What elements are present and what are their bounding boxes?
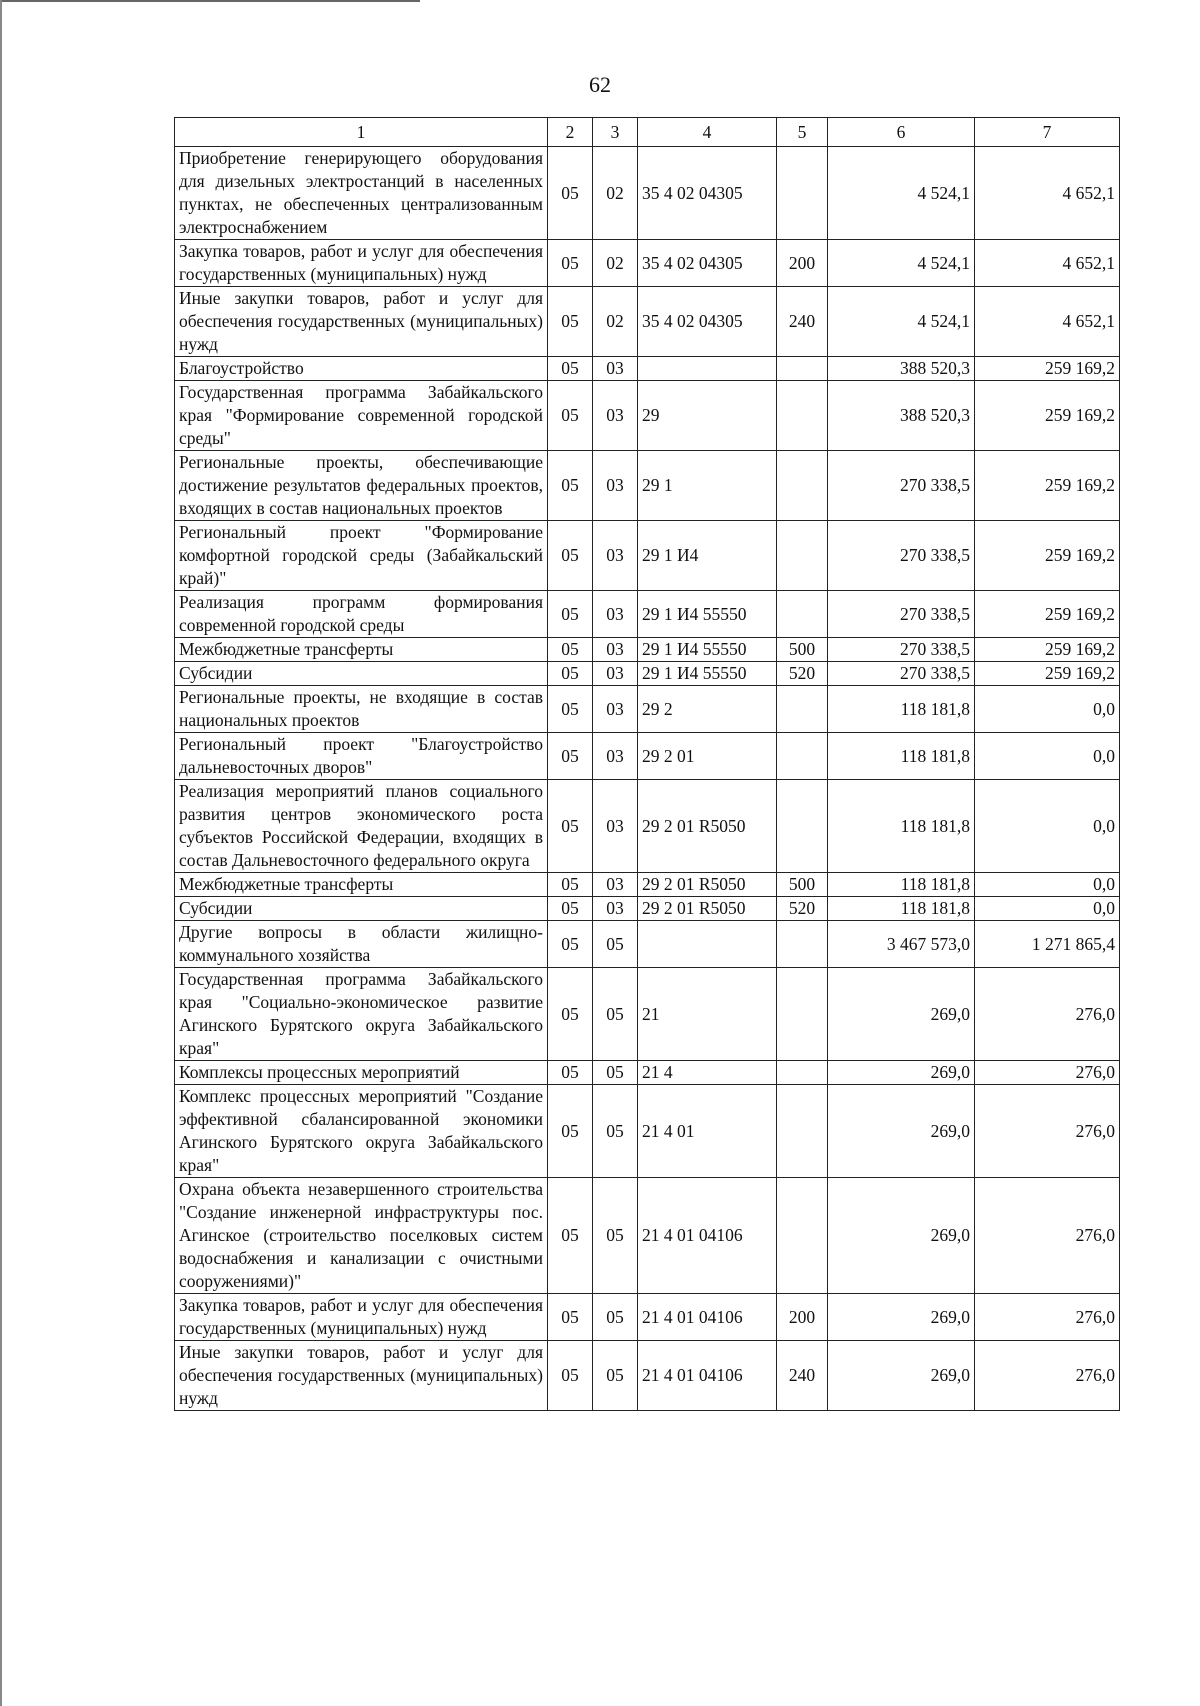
subsection-code: 05 bbox=[593, 921, 638, 968]
expense-type-code bbox=[777, 968, 828, 1061]
row-name: Субсидии bbox=[175, 662, 548, 686]
table-row bbox=[175, 591, 1120, 638]
target-article-code: 21 4 01 04106 bbox=[638, 1294, 777, 1341]
section-code: 05 bbox=[548, 521, 593, 591]
section-code: 05 bbox=[548, 733, 593, 780]
table-row bbox=[175, 968, 1120, 1061]
scan-left-edge bbox=[0, 0, 2, 1706]
table-row bbox=[175, 638, 1120, 662]
subsection-code: 03 bbox=[593, 686, 638, 733]
amount-col-6: 388 520,3 bbox=[828, 357, 975, 381]
budget-table bbox=[174, 117, 1120, 1411]
expense-type-code: 200 bbox=[777, 240, 828, 287]
amount-col-6: 270 338,5 bbox=[828, 638, 975, 662]
subsection-code: 03 bbox=[593, 521, 638, 591]
section-code: 05 bbox=[548, 1294, 593, 1341]
amount-col-7: 4 652,1 bbox=[975, 287, 1120, 357]
amount-col-7: 259 169,2 bbox=[975, 451, 1120, 521]
section-code: 05 bbox=[548, 287, 593, 357]
table-row bbox=[175, 873, 1120, 897]
scan-top-edge bbox=[0, 0, 420, 2]
section-code: 05 bbox=[548, 357, 593, 381]
header-col-2: 2 bbox=[548, 118, 593, 147]
amount-col-7: 259 169,2 bbox=[975, 521, 1120, 591]
amount-col-6: 3 467 573,0 bbox=[828, 921, 975, 968]
expense-type-code bbox=[777, 381, 828, 451]
expense-type-code bbox=[777, 780, 828, 873]
section-code: 05 bbox=[548, 873, 593, 897]
page-number: 62 bbox=[589, 72, 611, 97]
table-row bbox=[175, 733, 1120, 780]
header-col-7: 7 bbox=[975, 118, 1120, 147]
amount-col-6: 270 338,5 bbox=[828, 521, 975, 591]
target-article-code: 35 4 02 04305 bbox=[638, 287, 777, 357]
table-row bbox=[175, 147, 1120, 240]
section-code: 05 bbox=[548, 662, 593, 686]
section-code: 05 bbox=[548, 1178, 593, 1294]
header-col-6: 6 bbox=[828, 118, 975, 147]
amount-col-6: 270 338,5 bbox=[828, 662, 975, 686]
table-row bbox=[175, 1061, 1120, 1085]
expense-type-code bbox=[777, 591, 828, 638]
row-name: Иные закупки товаров, работ и услуг для обеспечения государственных (муниципальных) нужд bbox=[175, 1341, 548, 1411]
section-code: 05 bbox=[548, 780, 593, 873]
expense-type-code bbox=[777, 686, 828, 733]
expense-type-code: 200 bbox=[777, 1294, 828, 1341]
target-article-code: 29 2 01 R5050 bbox=[638, 897, 777, 921]
table-row bbox=[175, 1178, 1120, 1294]
amount-col-7: 259 169,2 bbox=[975, 381, 1120, 451]
table-row bbox=[175, 521, 1120, 591]
row-name: Субсидии bbox=[175, 897, 548, 921]
amount-col-7: 0,0 bbox=[975, 873, 1120, 897]
table-row bbox=[175, 897, 1120, 921]
expense-type-code: 520 bbox=[777, 662, 828, 686]
amount-col-6: 269,0 bbox=[828, 1294, 975, 1341]
amount-col-7: 0,0 bbox=[975, 780, 1120, 873]
subsection-code: 03 bbox=[593, 357, 638, 381]
expense-type-code bbox=[777, 1085, 828, 1178]
row-name: Государственная программа Забайкальского края "Формирование современной городской среды" bbox=[175, 381, 548, 451]
row-name: Межбюджетные трансферты bbox=[175, 873, 548, 897]
section-code: 05 bbox=[548, 968, 593, 1061]
amount-col-6: 269,0 bbox=[828, 968, 975, 1061]
section-code: 05 bbox=[548, 381, 593, 451]
amount-col-7: 276,0 bbox=[975, 1341, 1120, 1411]
amount-col-7: 4 652,1 bbox=[975, 147, 1120, 240]
header-col-1: 1 bbox=[175, 118, 548, 147]
amount-col-6: 118 181,8 bbox=[828, 897, 975, 921]
table-row bbox=[175, 451, 1120, 521]
table-row bbox=[175, 686, 1120, 733]
expense-type-code bbox=[777, 357, 828, 381]
section-code: 05 bbox=[548, 240, 593, 287]
subsection-code: 05 bbox=[593, 1178, 638, 1294]
section-code: 05 bbox=[548, 451, 593, 521]
target-article-code: 29 2 01 bbox=[638, 733, 777, 780]
amount-col-7: 0,0 bbox=[975, 686, 1120, 733]
target-article-code: 29 2 bbox=[638, 686, 777, 733]
expense-type-code: 240 bbox=[777, 1341, 828, 1411]
row-name: Региональные проекты, не входящие в состав национальных проектов bbox=[175, 686, 548, 733]
row-name: Комплекс процессных мероприятий "Создание эффективной сбалансированной экономики Агинского Бурятского округа Забайкальского края" bbox=[175, 1085, 548, 1178]
amount-col-7: 276,0 bbox=[975, 968, 1120, 1061]
amount-col-6: 118 181,8 bbox=[828, 780, 975, 873]
amount-col-7: 4 652,1 bbox=[975, 240, 1120, 287]
amount-col-7: 276,0 bbox=[975, 1085, 1120, 1178]
row-name: Государственная программа Забайкальского края "Социально-экономическое развитие Агинского Бурятского округа Забайкальского края" bbox=[175, 968, 548, 1061]
section-code: 05 bbox=[548, 1341, 593, 1411]
row-name: Приобретение генерирующего оборудования для дизельных электростанций в населенных пунктах, не обеспеченных централизованным электроснабжением bbox=[175, 147, 548, 240]
subsection-code: 05 bbox=[593, 1294, 638, 1341]
amount-col-7: 0,0 bbox=[975, 733, 1120, 780]
amount-col-7: 1 271 865,4 bbox=[975, 921, 1120, 968]
section-code: 05 bbox=[548, 686, 593, 733]
amount-col-6: 388 520,3 bbox=[828, 381, 975, 451]
target-article-code: 21 4 01 04106 bbox=[638, 1341, 777, 1411]
table-row bbox=[175, 357, 1120, 381]
subsection-code: 03 bbox=[593, 451, 638, 521]
expense-type-code bbox=[777, 451, 828, 521]
expense-type-code bbox=[777, 733, 828, 780]
subsection-code: 05 bbox=[593, 1061, 638, 1085]
amount-col-6: 4 524,1 bbox=[828, 287, 975, 357]
amount-col-6: 270 338,5 bbox=[828, 591, 975, 638]
amount-col-7: 259 169,2 bbox=[975, 638, 1120, 662]
amount-col-6: 269,0 bbox=[828, 1061, 975, 1085]
section-code: 05 bbox=[548, 638, 593, 662]
section-code: 05 bbox=[548, 1061, 593, 1085]
section-code: 05 bbox=[548, 147, 593, 240]
subsection-code: 03 bbox=[593, 381, 638, 451]
amount-col-7: 276,0 bbox=[975, 1061, 1120, 1085]
table-row bbox=[175, 381, 1120, 451]
subsection-code: 03 bbox=[593, 591, 638, 638]
expense-type-code bbox=[777, 521, 828, 591]
subsection-code: 05 bbox=[593, 1341, 638, 1411]
amount-col-7: 0,0 bbox=[975, 897, 1120, 921]
target-article-code: 29 2 01 R5050 bbox=[638, 873, 777, 897]
amount-col-7: 259 169,2 bbox=[975, 591, 1120, 638]
row-name: Реализация мероприятий планов социального развития центров экономического роста субъектов Российской Федерации, входящих в состав Дальневосточного федерального округа bbox=[175, 780, 548, 873]
header-col-4: 4 bbox=[638, 118, 777, 147]
header-row bbox=[175, 118, 1120, 147]
table-body bbox=[175, 147, 1120, 1411]
expense-type-code bbox=[777, 147, 828, 240]
table-row bbox=[175, 1294, 1120, 1341]
expense-type-code bbox=[777, 1178, 828, 1294]
subsection-code: 05 bbox=[593, 1085, 638, 1178]
expense-type-code bbox=[777, 1061, 828, 1085]
amount-col-6: 4 524,1 bbox=[828, 147, 975, 240]
expense-type-code: 520 bbox=[777, 897, 828, 921]
row-name: Охрана объекта незавершенного строительства "Создание инженерной инфраструктуры пос. Агинское (строительство поселковых систем водоснабжения и канализации с очистными сооружениями)" bbox=[175, 1178, 548, 1294]
expense-type-code: 500 bbox=[777, 873, 828, 897]
row-name: Комплексы процессных мероприятий bbox=[175, 1061, 548, 1085]
row-name: Реализация программ формирования современной городской среды bbox=[175, 591, 548, 638]
amount-col-7: 259 169,2 bbox=[975, 357, 1120, 381]
table-row bbox=[175, 780, 1120, 873]
amount-col-6: 118 181,8 bbox=[828, 733, 975, 780]
amount-col-6: 4 524,1 bbox=[828, 240, 975, 287]
section-code: 05 bbox=[548, 591, 593, 638]
row-name: Региональный проект "Формирование комфортной городской среды (Забайкальский край)" bbox=[175, 521, 548, 591]
target-article-code: 21 4 01 bbox=[638, 1085, 777, 1178]
target-article-code: 21 4 bbox=[638, 1061, 777, 1085]
expense-type-code: 240 bbox=[777, 287, 828, 357]
subsection-code: 03 bbox=[593, 662, 638, 686]
expense-type-code: 500 bbox=[777, 638, 828, 662]
subsection-code: 03 bbox=[593, 897, 638, 921]
amount-col-6: 269,0 bbox=[828, 1341, 975, 1411]
header-col-5: 5 bbox=[777, 118, 828, 147]
header-col-3: 3 bbox=[593, 118, 638, 147]
section-code: 05 bbox=[548, 897, 593, 921]
target-article-code: 21 4 01 04106 bbox=[638, 1178, 777, 1294]
subsection-code: 05 bbox=[593, 968, 638, 1061]
amount-col-6: 118 181,8 bbox=[828, 873, 975, 897]
table-row bbox=[175, 1085, 1120, 1178]
row-name: Межбюджетные трансферты bbox=[175, 638, 548, 662]
row-name: Закупка товаров, работ и услуг для обеспечения государственных (муниципальных) нужд bbox=[175, 1294, 548, 1341]
amount-col-7: 276,0 bbox=[975, 1178, 1120, 1294]
subsection-code: 03 bbox=[593, 638, 638, 662]
row-name: Другие вопросы в области жилищно-коммунального хозяйства bbox=[175, 921, 548, 968]
table-row bbox=[175, 287, 1120, 357]
table-row bbox=[175, 662, 1120, 686]
section-code: 05 bbox=[548, 921, 593, 968]
section-code: 05 bbox=[548, 1085, 593, 1178]
expense-type-code bbox=[777, 921, 828, 968]
subsection-code: 02 bbox=[593, 240, 638, 287]
target-article-code: 29 2 01 R5050 bbox=[638, 780, 777, 873]
target-article-code: 29 1 И4 55550 bbox=[638, 638, 777, 662]
row-name: Иные закупки товаров, работ и услуг для обеспечения государственных (муниципальных) нужд bbox=[175, 287, 548, 357]
amount-col-6: 118 181,8 bbox=[828, 686, 975, 733]
subsection-code: 02 bbox=[593, 147, 638, 240]
row-name: Закупка товаров, работ и услуг для обеспечения государственных (муниципальных) нужд bbox=[175, 240, 548, 287]
amount-col-6: 269,0 bbox=[828, 1178, 975, 1294]
subsection-code: 03 bbox=[593, 873, 638, 897]
row-name: Региональные проекты, обеспечивающие достижение результатов федеральных проектов, входящих в состав национальных проектов bbox=[175, 451, 548, 521]
row-name: Региональный проект "Благоустройство дальневосточных дворов" bbox=[175, 733, 548, 780]
target-article-code bbox=[638, 921, 777, 968]
target-article-code: 35 4 02 04305 bbox=[638, 240, 777, 287]
target-article-code bbox=[638, 357, 777, 381]
target-article-code: 29 1 И4 55550 bbox=[638, 662, 777, 686]
amount-col-7: 276,0 bbox=[975, 1294, 1120, 1341]
target-article-code: 29 1 И4 55550 bbox=[638, 591, 777, 638]
table-row bbox=[175, 1341, 1120, 1411]
amount-col-7: 259 169,2 bbox=[975, 662, 1120, 686]
subsection-code: 03 bbox=[593, 780, 638, 873]
table-row bbox=[175, 921, 1120, 968]
row-name: Благоустройство bbox=[175, 357, 548, 381]
subsection-code: 02 bbox=[593, 287, 638, 357]
target-article-code: 29 1 И4 bbox=[638, 521, 777, 591]
table-row bbox=[175, 240, 1120, 287]
target-article-code: 29 1 bbox=[638, 451, 777, 521]
subsection-code: 03 bbox=[593, 733, 638, 780]
amount-col-6: 270 338,5 bbox=[828, 451, 975, 521]
target-article-code: 29 bbox=[638, 381, 777, 451]
amount-col-6: 269,0 bbox=[828, 1085, 975, 1178]
target-article-code: 35 4 02 04305 bbox=[638, 147, 777, 240]
target-article-code: 21 bbox=[638, 968, 777, 1061]
